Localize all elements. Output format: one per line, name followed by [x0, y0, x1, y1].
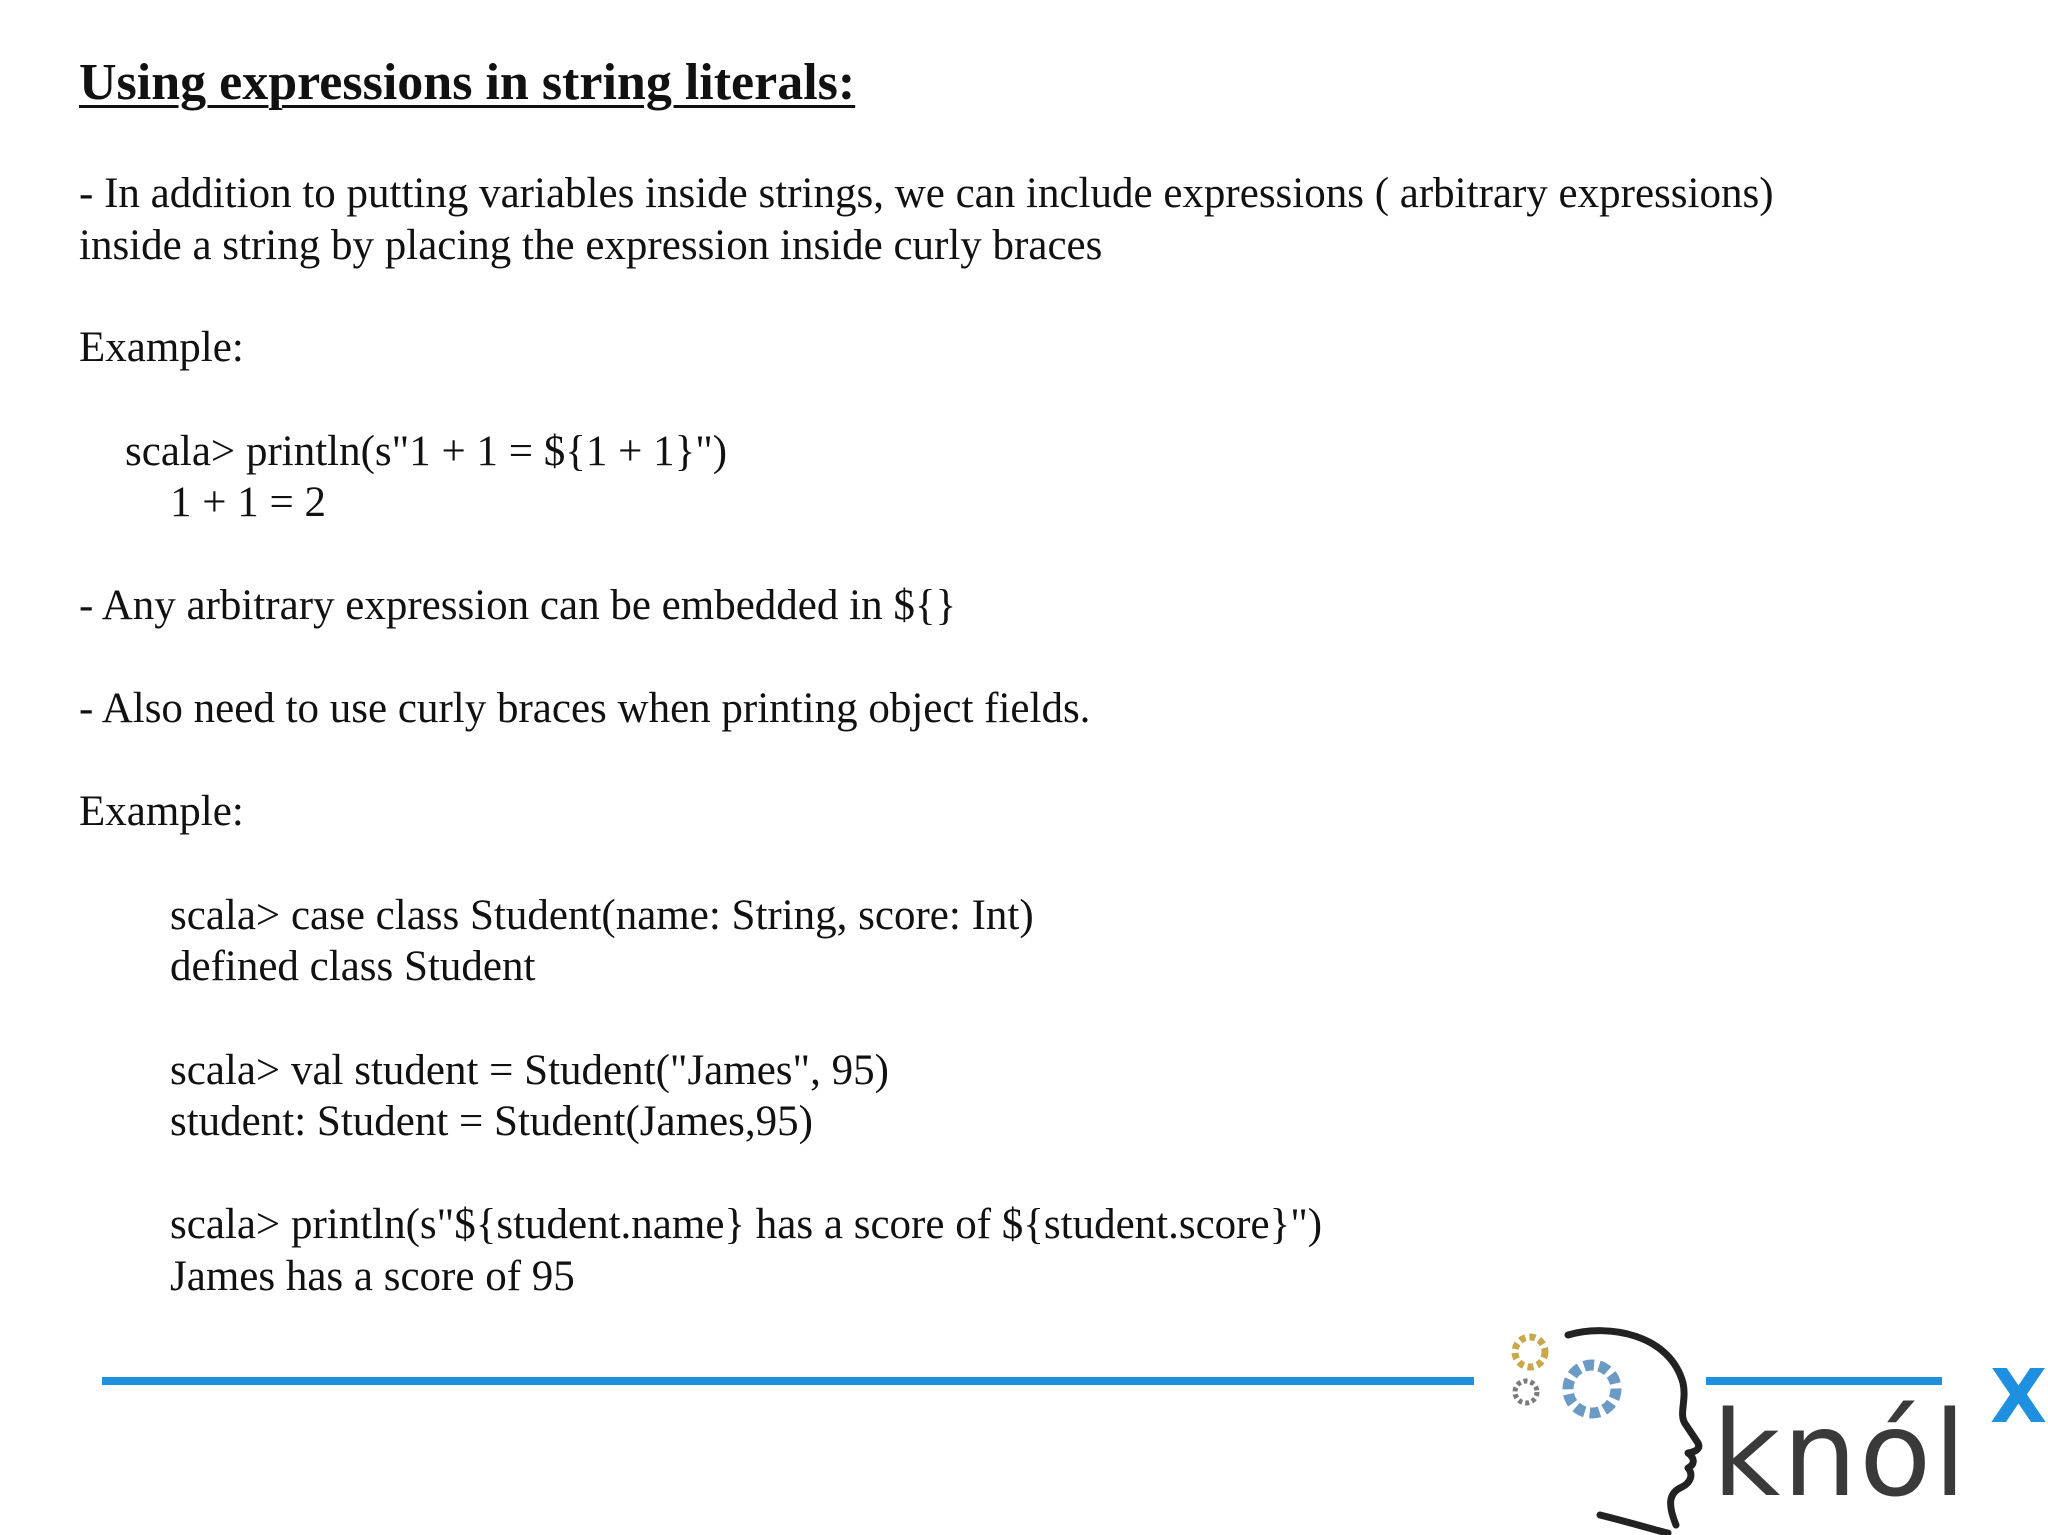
code-line-val-student: scala> val student = Student("James", 95): [170, 1047, 889, 1094]
blue-gear-icon: [1568, 1365, 1616, 1413]
body-line-1: - In addition to putting variables inside strings, we can include expressions ( arbitrary expressions): [79, 170, 1774, 217]
code-output-val-student: student: Student = Student(James,95): [170, 1098, 813, 1145]
knolx-logo-x: X: [1990, 1354, 2048, 1440]
body-line-arbitrary-expression: - Any arbitrary expression can be embedded in ${}: [79, 582, 957, 629]
knolx-logo-word: knól: [1712, 1385, 1969, 1523]
example-label-2: Example:: [79, 788, 244, 835]
gray-gear-icon: [1515, 1381, 1537, 1403]
body-line-2: inside a string by placing the expression inside curly braces: [79, 222, 1103, 269]
code-output-case-class: defined class Student: [170, 943, 536, 990]
code-output-sum: 1 + 1 = 2: [170, 479, 327, 526]
code-output-println-student: James has a score of 95: [170, 1253, 575, 1300]
gold-gear-icon: [1515, 1337, 1545, 1367]
code-line-println-sum: scala> println(s"1 + 1 = ${1 + 1}"): [125, 428, 728, 475]
body-line-object-fields: - Also need to use curly braces when printing object fields.: [79, 685, 1091, 732]
example-label-1: Example:: [79, 324, 244, 371]
footer-rule-left: [102, 1377, 1474, 1385]
code-line-case-class: scala> case class Student(name: String, score: Int): [170, 892, 1034, 939]
slide-title: Using expressions in string literals:: [79, 54, 856, 111]
code-line-println-student: scala> println(s"${student.name} has a score of ${student.score}"): [170, 1201, 1323, 1248]
